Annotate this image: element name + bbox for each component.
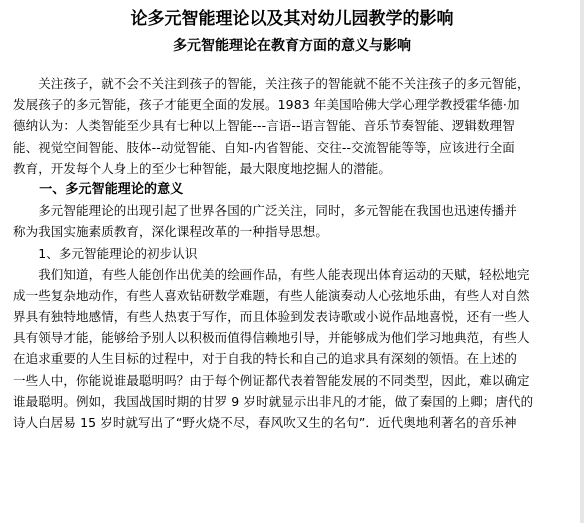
paragraph-line: 发展孩子的多元智能，孩子才能更全面的发展。1983 年美国哈佛大学心理学教授霍华德·加 — [13, 97, 520, 113]
paragraph-line: 德纳认为：人类智能至少具有七种以上智能---言语--语言智能、音乐节奏智能、逻辑数理智 — [13, 118, 515, 134]
document-title: 论多元智能理论以及其对幼儿园教学的影响 — [130, 9, 454, 29]
section-heading: 一、多元智能理论的意义 — [13, 181, 184, 197]
paragraph-line: 能、视觉空间智能、肢体--动觉智能、自知-内省智能、交往--交流智能等等，应该进行全面 — [13, 139, 515, 155]
paragraph-line: 教育，开发每个人身上的至少七种智能，最大限度地挖掘人的潜能。 — [13, 160, 392, 176]
paragraph-line: 界具有独特地感情，有些人热衷于写作，而且体验到发表诗歌或小说作品地喜悦，还有一些人 — [13, 309, 530, 325]
paragraph-line: 关注孩子，就不会不关注到孩子的智能，关注孩子的智能就不能不关注孩子的多元智能， — [13, 76, 530, 91]
document-subtitle: 多元智能理论在教育方面的意义与影响 — [173, 38, 411, 54]
paragraph-line: 称为我国实施素质教育，深化课程改革的一种指导思想。 — [13, 224, 329, 240]
paragraph-line: 谁最聪明。例如，我国战国时期的甘罗 9 岁时就显示出非凡的才能，做了秦国的上卿；唐代的 — [13, 393, 534, 409]
document-body — [13, 73, 575, 433]
paragraph-line: 多元智能理论的出现引起了世界各国的广泛关注，同时，多元智能在我国也迅速传播并 — [13, 203, 518, 219]
paragraph-line: 我们知道，有些人能创作出优美的绘画作品，有些人能表现出体育运动的天赋，轻松地完 — [13, 266, 530, 282]
paragraph-line: 成一些复杂地动作，有些人喜欢钻研数学难题，有些人能演奏动人心弦地乐曲，有些人对自然 — [13, 287, 530, 303]
paragraph-line: 诗人白居易 15 岁时就写出了“野火烧不尽，春风吹又生的名句”．近代奥地利著名的音乐神 — [13, 415, 517, 430]
paragraph-line: 一些人中，你能说谁最聪明吗？由于每个例证都代表着智能发展的不同类型，因此，难以确定 — [13, 372, 530, 388]
scrollbar[interactable] — [580, 0, 584, 523]
paragraph-line: 具有领导才能，能够给予别人以积极而值得信赖地引导，并能够成为他们学习地典范，有些人 — [13, 330, 530, 346]
subsection-heading: 1、多元智能理论的初步认识 — [13, 245, 198, 261]
paragraph-line: 在追求重要的人生目标的过程中，对于自我的特长和自己的追求具有深刻的领悟。在上述的 — [13, 351, 518, 367]
